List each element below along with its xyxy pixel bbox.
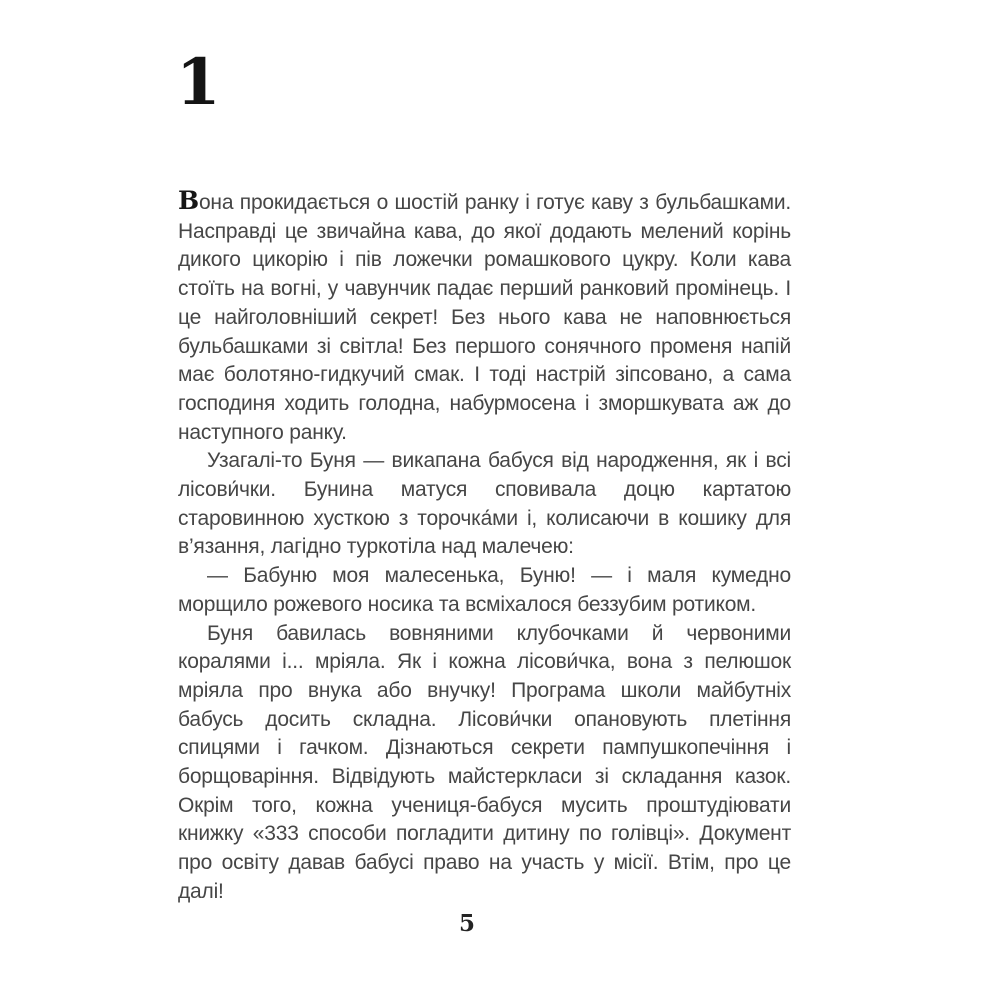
paragraph-text: она прокидається о шостій ранку і готує каву з бульбашками. Насправді це звичайна кава, до якої додають мелений корінь дикого цикорію і пів ложечки ромашкового цукру. Коли кава стоїть на вогні, у чавунчик падає перший ранковий промінець. І це найголовніший секрет! Без нього кава не наповнюється бульбашками зі світла! Без першого сонячного променя напій має болотяно-гидкучий смак. І тоді настрій зіпсовано, а сама господиня ходить голодна, набурмосена і зморшкувата аж до наступного ранку. bbox=[178, 191, 791, 444]
paragraph: Буня бавилась вовняними клубочками й червоними коралями і... мріяла. Як і кожна лісови́чка, вона з пелюшок мріяла про внука або внучку! Програма школи майбутніх бабусь досить складна. Лісови́чки опановують плетіння спицями і гачком. Дізнаються секрети пампушкопечіння і борщоваріння. Відвідують майстеркласи зі складання казок. Окрім того, кожна учениця-бабуся мусить проштудіювати книжку «333 способи погладити дитину по голівці». Документ про освіту давав бабусі право на участь у місії. Втім, про це далі! bbox=[178, 621, 791, 903]
page-number: 5 bbox=[458, 910, 475, 937]
paragraph bbox=[178, 187, 791, 447]
chapter-number: 1 bbox=[176, 45, 221, 120]
paragraph: Узагалі-то Буня — викапана бабуся від народження, як і всі лісови́чки. Бунина матуся сповивала доцю картатою старовинною хусткою з торочка́ми і, колисаючи в кошику для в’язання, лагідно туркотіла над малечею: bbox=[178, 449, 791, 559]
text-block bbox=[178, 187, 791, 907]
dropcap-letter: В bbox=[178, 186, 199, 215]
paragraph: — Бабуню моя малесенька, Буню! — і маля кумедно морщило рожевого носика та всміхалося беззубим ротиком. bbox=[178, 564, 791, 616]
